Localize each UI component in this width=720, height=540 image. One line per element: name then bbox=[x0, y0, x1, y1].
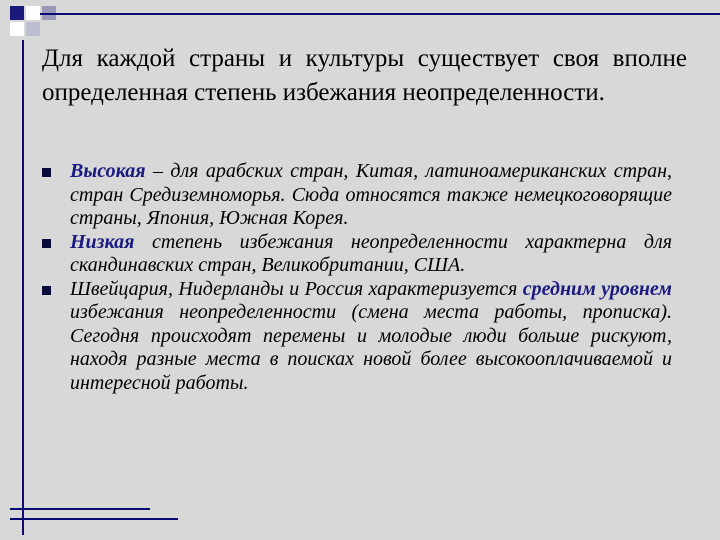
decor-square-2 bbox=[26, 6, 40, 20]
bullet-item-low bbox=[42, 231, 672, 278]
decor-square-1 bbox=[10, 6, 24, 20]
square-bullet-icon bbox=[42, 239, 51, 248]
bullet-highlight-medium: средним уровнем bbox=[522, 277, 672, 300]
slide-title: Для каждой страны и культуры существует своя вполне определенная степень избежания неопределенности. bbox=[42, 45, 687, 106]
bullet-item-medium bbox=[42, 278, 672, 396]
bullet-highlight-low: Низкая bbox=[70, 230, 135, 253]
bottom-horizontal-line-1 bbox=[10, 508, 150, 510]
decor-square-5 bbox=[26, 22, 40, 36]
square-bullet-icon bbox=[42, 168, 51, 177]
bullet-highlight-high: Высокая bbox=[70, 160, 146, 182]
bullet-list bbox=[42, 160, 672, 395]
top-horizontal-line bbox=[40, 13, 720, 15]
square-bullet-icon bbox=[42, 286, 51, 295]
decor-square-4 bbox=[10, 22, 24, 36]
bullet-item-high bbox=[42, 160, 672, 231]
bullet-text-medium: избежания неопределенности (смена места работы, прописка). Сегодня происходят перемены и молодые люди больше рискуют, находя разные места в поисках новой более высокооплачиваемой и интересной работы. bbox=[70, 301, 672, 394]
left-vertical-line bbox=[22, 40, 24, 535]
bottom-horizontal-line-2 bbox=[10, 518, 178, 520]
bullet-text-low: степень избежания неопределенности характерна для скандинавских стран, Великобритании, США. bbox=[70, 230, 672, 276]
bullet-prefix-medium: Швейцария, Нидерланды и Россия характеризуется bbox=[70, 277, 523, 300]
bullet-text-high: – для арабских стран, Китая, латиноамериканских стран, стран Средиземноморья. Сюда относятся также немецкоговорящие страны, Япония, Южная Корея. bbox=[70, 160, 672, 229]
